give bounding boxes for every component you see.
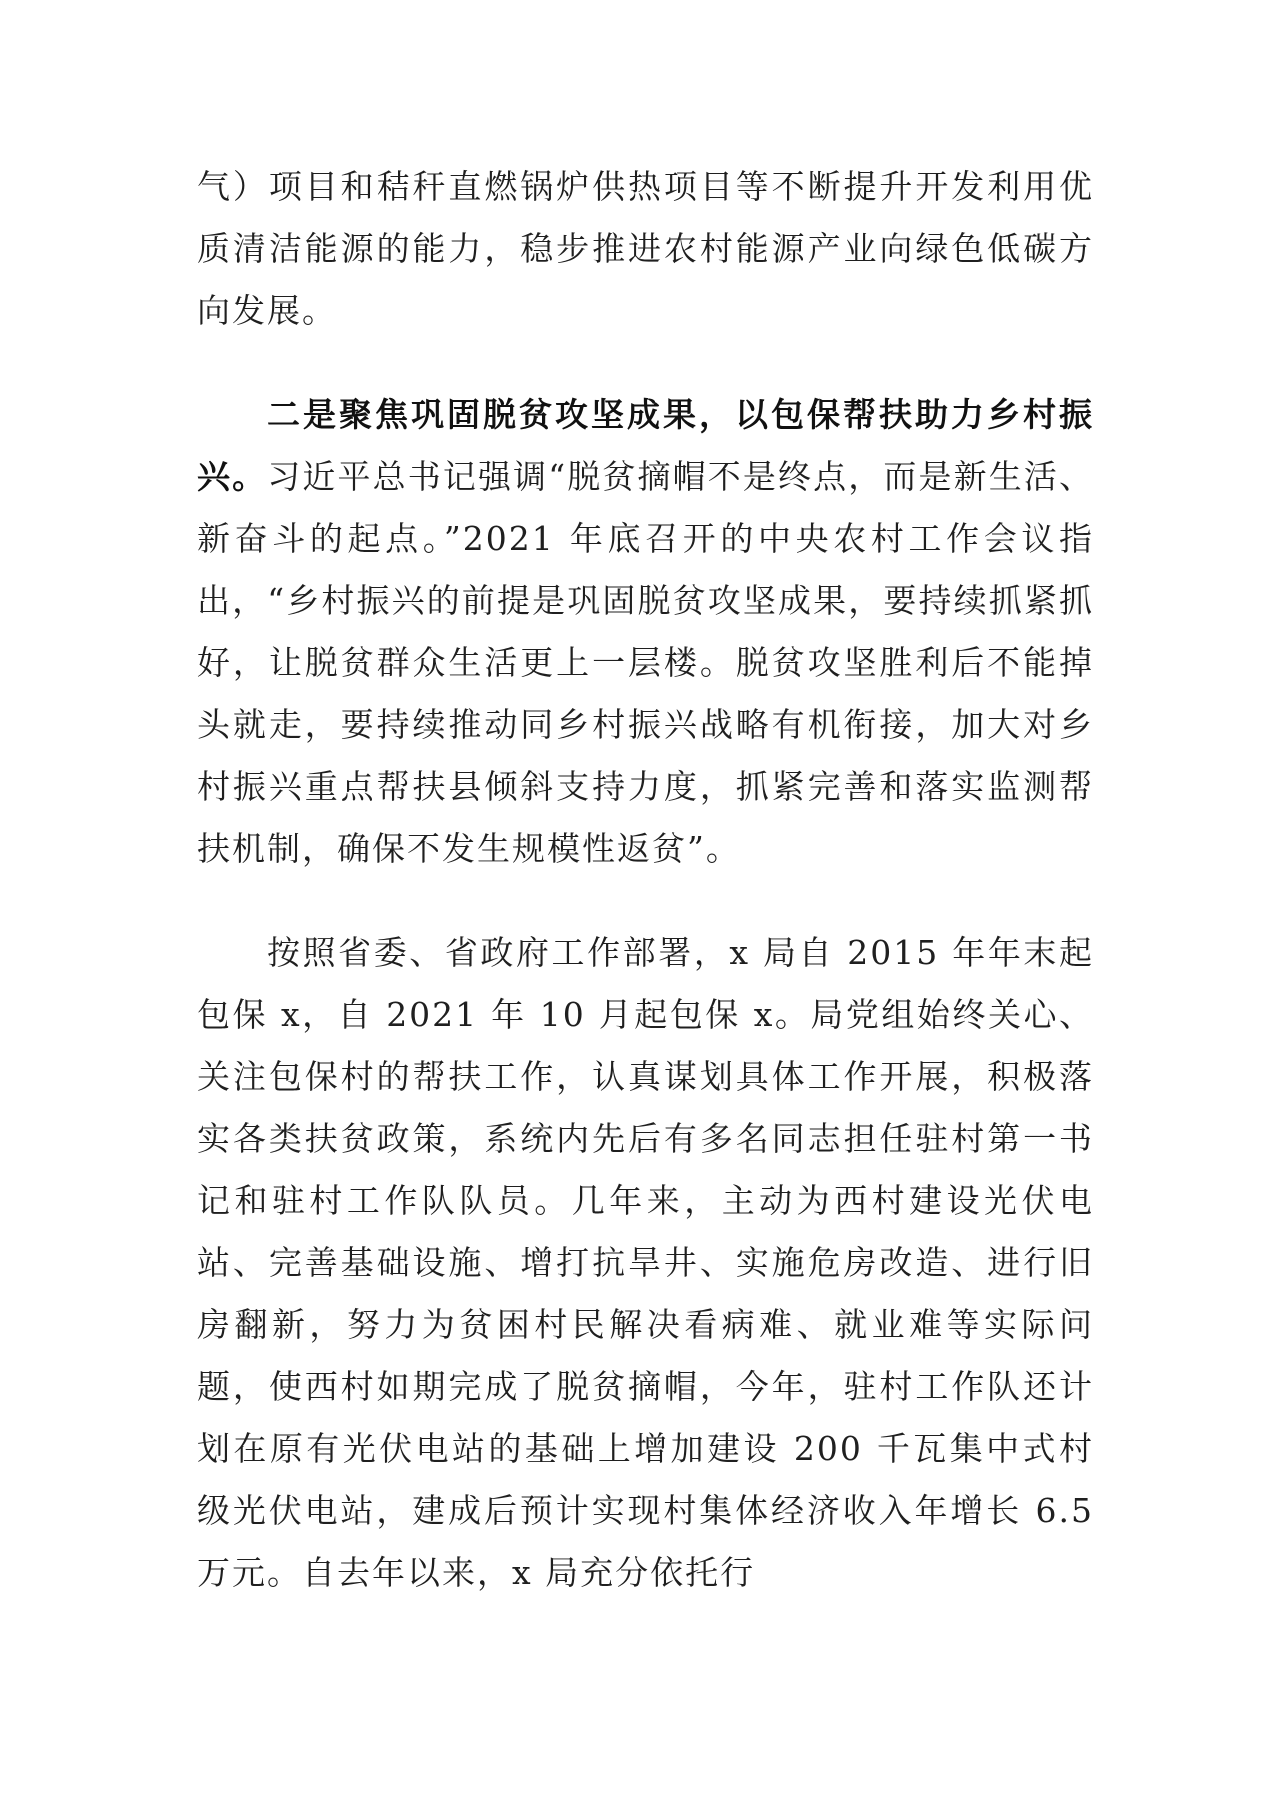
paragraph-work-deployment	[197, 922, 1094, 1604]
paragraph-text: 按照省委、省政府工作部署，x 局自 2015 年年末起包保 x，自 2021 年 10 月起包保 x。局党组始终关心、关注包保村的帮扶工作，认真谋划具体工作开展，积极落实各类扶贫政策，系统内先后有多名同志担任驻村第一书记和驻村工作队队员。几年来，主动为西村建设光伏电站、完善基础设施、增打抗旱井、实施危房改造、进行旧房翻新，努力为贫困村民解决看病难、就业难等实际问题，使西村如期完成了脱贫摘帽，今年，驻村工作队还计划在原有光伏电站的基础上增加建设 200 千瓦集中式村级光伏电站，建成后预计实现村集体经济收入年增长 6.5 万元。自去年以来，x 局充分依托行	[197, 933, 1094, 1592]
paragraph-continuation	[197, 156, 1094, 342]
paragraph-text: 气）项目和秸秆直燃锅炉供热项目等不断提升开发利用优质清洁能源的能力，稳步推进农村能源产业向绿色低碳方向发展。	[197, 167, 1094, 330]
paragraph-text: 习近平总书记强调“脱贫摘帽不是终点，而是新生活、新奋斗的起点。”2021 年底召开的中央农村工作会议指出，“乡村振兴的前提是巩固脱贫攻坚成果，要持续抓紧抓好，让脱贫群众生活更上一层楼。脱贫攻坚胜利后不能掉头就走，要持续推动同乡村振兴战略有机衔接，加大对乡村振兴重点帮扶县倾斜支持力度，抓紧完善和落实监测帮扶机制，确保不发生规模性返贫”。	[197, 457, 1094, 868]
document-body	[197, 156, 1094, 1604]
paragraph-poverty-alleviation	[197, 384, 1094, 880]
paragraph-lead-heading: 二是聚焦巩固脱贫攻坚成果，以包保帮扶助力乡村振兴。	[197, 395, 1094, 496]
